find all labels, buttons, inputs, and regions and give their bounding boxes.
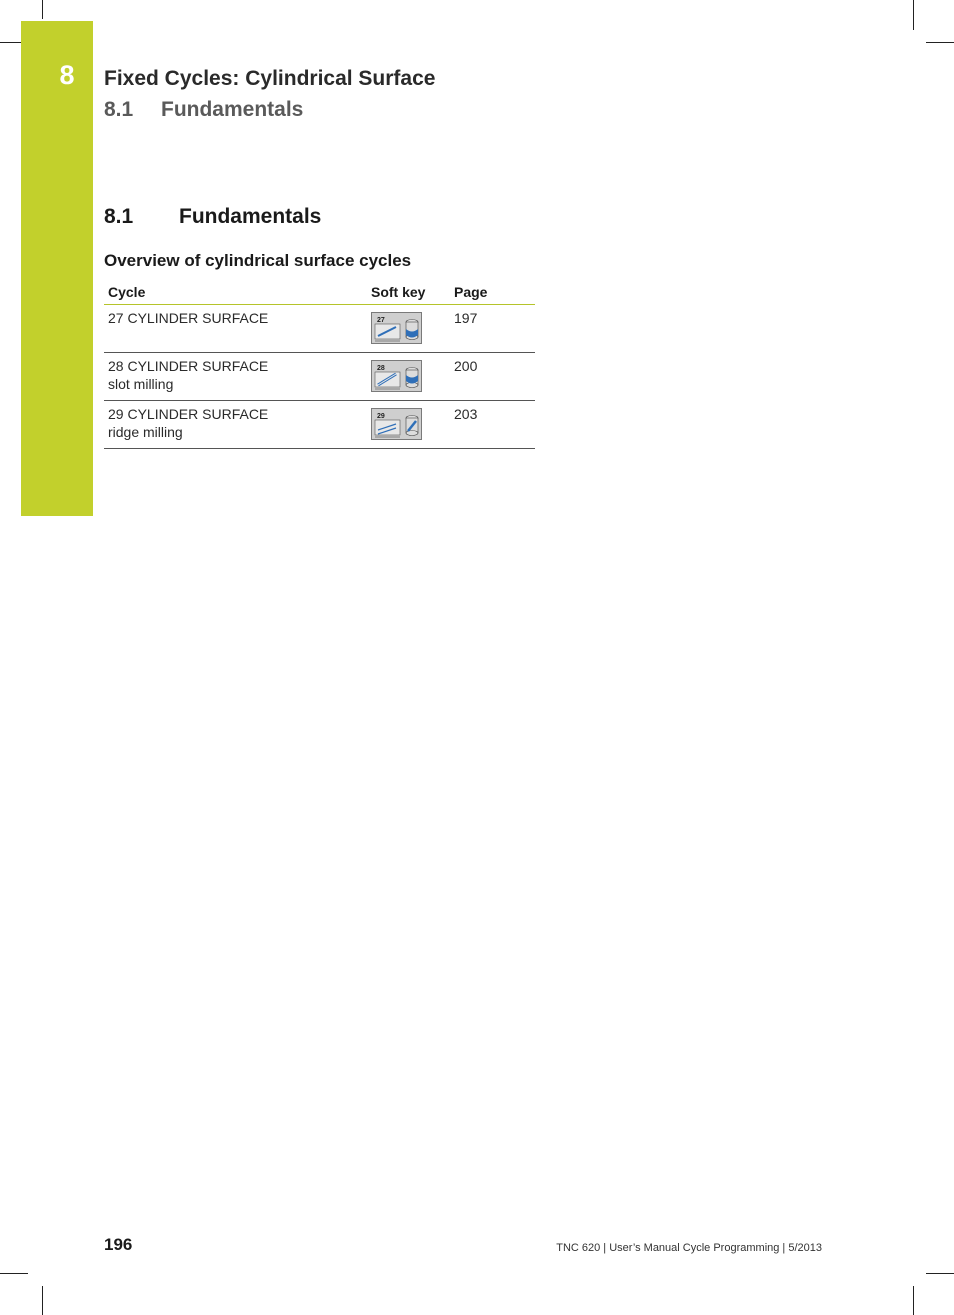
slot-milling-softkey-icon	[372, 361, 423, 393]
ridge-milling-softkey-icon	[372, 409, 423, 441]
section-number: 8.1	[104, 205, 134, 228]
column-header-page: Page	[450, 280, 535, 305]
section-title: Fundamentals	[179, 205, 322, 228]
cylinder-surface-softkey-icon	[372, 313, 423, 345]
softkey-cell	[367, 401, 450, 449]
crop-mark	[913, 0, 914, 30]
softkey-label: 29	[377, 413, 385, 420]
column-header-cycle: Cycle	[104, 280, 367, 305]
running-header-section-number: 8.1	[104, 98, 134, 121]
chapter-number: 8	[59, 60, 75, 90]
cycle-subtitle: slot milling	[108, 376, 174, 392]
chapter-tab	[21, 21, 93, 516]
running-header-section-title: Fundamentals	[161, 98, 304, 121]
cycle-cell	[104, 305, 367, 353]
crop-mark	[42, 1286, 43, 1315]
table-row	[104, 353, 535, 401]
cycle-name: 27 CYLINDER SURFACE	[108, 310, 269, 326]
cycle-name: 28 CYLINDER SURFACE	[108, 358, 269, 374]
cycle-cell	[104, 401, 367, 449]
page-number: 196	[104, 1235, 133, 1254]
section-heading	[104, 205, 321, 229]
page-cell: 203	[450, 401, 535, 449]
page-cell: 200	[450, 353, 535, 401]
column-header-softkey: Soft key	[367, 280, 450, 305]
table-row	[104, 401, 535, 449]
cycle-name: 29 CYLINDER SURFACE	[108, 406, 269, 422]
cycle-subtitle: ridge milling	[108, 424, 183, 440]
crop-mark	[0, 1273, 28, 1274]
softkey-cell	[367, 305, 450, 353]
table-row	[104, 305, 535, 353]
slot-milling-softkey[interactable]	[371, 360, 422, 392]
crop-mark	[926, 42, 954, 43]
footer-text: TNC 620 | User’s Manual Cycle Programming | 5/2013	[556, 1242, 822, 1254]
cylinder-surface-softkey[interactable]	[371, 312, 422, 344]
softkey-cell	[367, 353, 450, 401]
crop-mark	[0, 42, 21, 43]
cycles-table	[104, 280, 535, 449]
cycle-cell	[104, 353, 367, 401]
softkey-label: 28	[377, 365, 385, 372]
ridge-milling-softkey[interactable]	[371, 408, 422, 440]
softkey-label: 27	[377, 317, 385, 324]
crop-mark	[926, 1273, 954, 1274]
crop-mark	[42, 0, 43, 19]
subheading: Overview of cylindrical surface cycles	[104, 251, 412, 270]
running-header-section	[104, 98, 303, 122]
table-header-row	[104, 280, 535, 305]
crop-mark	[913, 1286, 914, 1315]
running-header-title: Fixed Cycles: Cylindrical Surface	[104, 67, 436, 90]
page-cell: 197	[450, 305, 535, 353]
